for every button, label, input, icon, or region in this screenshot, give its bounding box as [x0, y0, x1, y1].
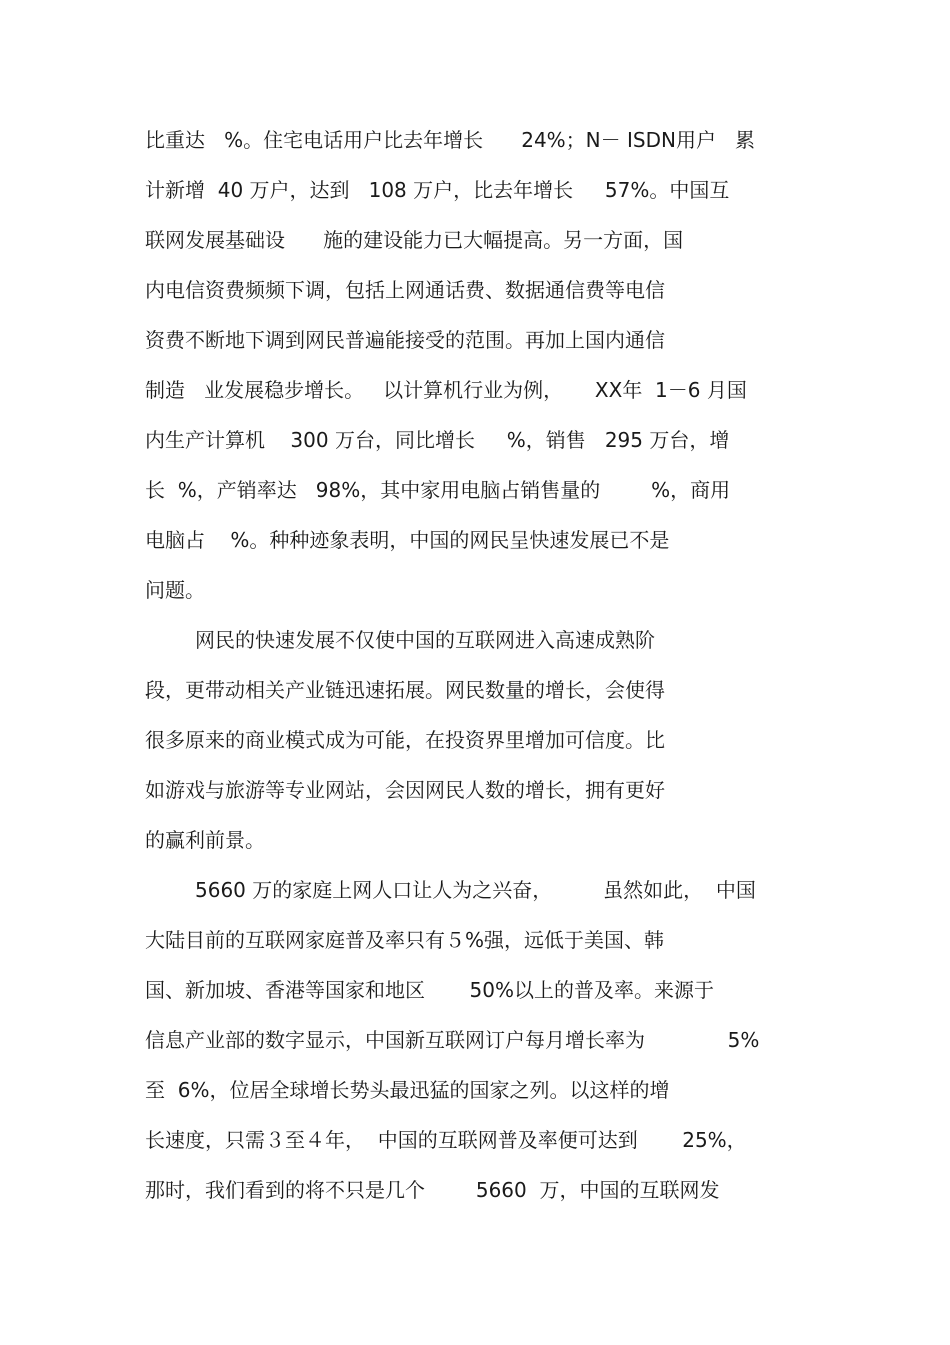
text-line: 计新增 40 万户，达到 108 万户，比去年增长 57%。中国互: [145, 178, 730, 202]
text-line: 比重达 %。住宅电话用户比去年增长 24%；N－ ISDN用户 累: [145, 128, 756, 152]
text-line: 信息产业部的数字显示，中国新互联网订户每月增长率为 5%: [145, 1028, 760, 1052]
text-line: 至 6%，位居全球增长势头最迅猛的国家之列。以这样的增: [145, 1078, 670, 1102]
text-line: 内生产计算机 300 万台，同比增长 %，销售 295 万台，增: [145, 428, 730, 452]
paragraph-first-line: 5660 万的家庭上网人口让人为之兴奋， 虽然如此， 中国: [195, 878, 756, 902]
text-line: 资费不断地下调到网民普遍能接受的范围。再加上国内通信: [145, 328, 665, 352]
text-line: 制造 业发展稳步增长。 以计算机行业为例， XX年 1－6 月国: [145, 378, 747, 402]
text-line: 问题。: [145, 578, 205, 602]
text-line: 如游戏与旅游等专业网站，会因网民人数的增长，拥有更好: [145, 778, 665, 802]
text-line: 内电信资费频频下调，包括上网通话费、数据通信费等电信: [145, 278, 665, 302]
text-line: 大陆目前的互联网家庭普及率只有５%强，远低于美国、韩: [145, 928, 665, 952]
text-line: 的赢利前景。: [145, 828, 265, 852]
text-line: 那时，我们看到的将不只是几个 5660 万，中国的互联网发: [145, 1178, 720, 1202]
text-line: 电脑占 %。种种迹象表明，中国的网民呈快速发展已不是: [145, 528, 670, 552]
paragraph-first-line: 网民的快速发展不仅使中国的互联网进入高速成熟阶: [195, 628, 655, 652]
text-line: 长 %，产销率达 98%，其中家用电脑占销售量的 %，商用: [145, 478, 731, 502]
text-line: 国、新加坡、香港等国家和地区 50%以上的普及率。来源于: [145, 978, 714, 1002]
text-line: 很多原来的商业模式成为可能，在投资界里增加可信度。比: [145, 728, 665, 752]
text-line: 段，更带动相关产业链迅速拓展。网民数量的增长，会使得: [145, 678, 665, 702]
text-line: 长速度，只需３至４年， 中国的互联网普及率便可达到 25%，: [145, 1128, 747, 1152]
text-line: 联网发展基础设 施的建设能力已大幅提高。另一方面，国: [145, 228, 684, 252]
